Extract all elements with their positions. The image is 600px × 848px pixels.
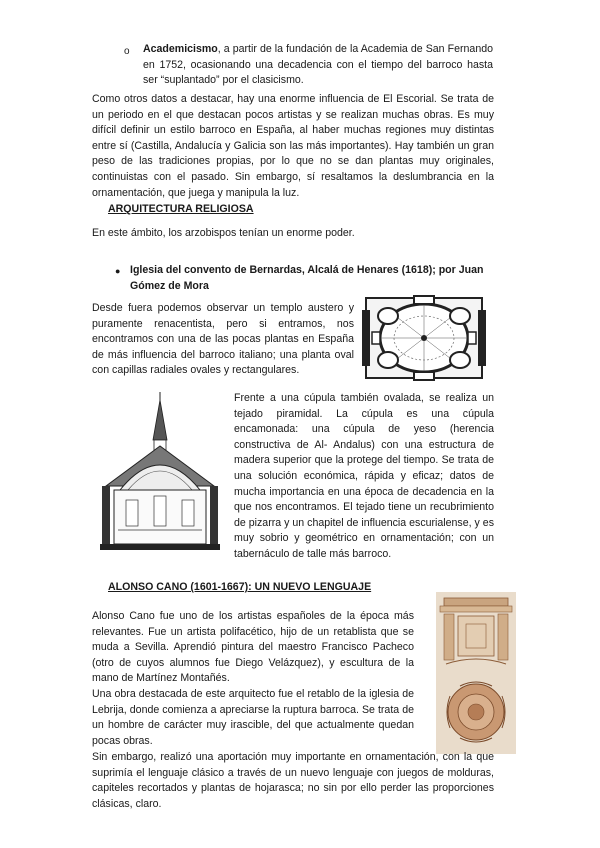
academicismo-text: , a partir de la fundación de la Academia de San Fernando en 1752, ocasionando una decadencia con el tiempo del barroco hasta ser “suplantado” por el clasicismo. [143, 43, 493, 87]
section-heading-arquitectura-religiosa: ARQUITECTURA RELIGIOSA [108, 203, 254, 215]
list-item-academicismo [143, 42, 493, 89]
paragraph-bernardas-cupula: Frente a una cúpula también ovalada, se realiza un tejado piramidal. La cúpula es una cúpula encamonada: una cúpula de yeso (herencia constructiva de Al- Andalus) con una estructura de madera superior que la protege del tiempo. Se trata de una solución económica, rápida y eficaz; datos de mucha importancia en una época de decadencia en la que nos encontramos. El tejado tiene un recubrimiento de pizarra y un chapitel de influencia escurialense, y es muy sobrio y geométrico en ornamentación; con un tabernáculo de talle más barroco. [234, 392, 494, 560]
alonso-cano-ornament-drawings [436, 592, 516, 754]
list-bullet-dot: ● [115, 266, 121, 276]
paragraph-alonso-cano-ornamentacion: Sin embargo, realizó una aportación muy importante en ornamentación, con la que suprimía el lenguaje clásico a través de un nuevo lenguaje con juegos de molduras, capiteles recortados y plantas de hojarasca; no sin por ello perder las proporciones clásicas, claro. [92, 751, 494, 810]
section-heading-alonso-cano: ALONSO CANO (1601-1667): UN NUEVO LENGUAJE [108, 581, 372, 593]
bernardas-section-drawing [98, 390, 222, 556]
paragraph-alonso-cano-bio: Alonso Cano fue uno de los artistas españoles de la época más relevantes. Fue un artista polifacético, hijo de un retablista que se muda a Sevilla. Aprendió pintura del maestro Francisco Pacheco (otro de cuyos alumnos fue Diego Velázquez), y escultura de la mano de Martínez Montañés. [92, 610, 414, 685]
bernardas-title: Iglesia del convento de Bernardas, Alcalá de Henares (1618); por Juan Gómez de Mora [130, 264, 484, 292]
paragraph-escorial: Como otros datos a destacar, hay una enorme influencia de El Escorial. Se trata de un periodo en el que destacan pocos artistas y se realizan muchas obras. Es muy difícil definir un estilo barroco en España, al haber muchas regiones muy distintas entre sí (Castilla, Andalucía y Galicia son las más importantes). Hay también un gran peso de las tradiciones propias, por lo que no se dan plantas muy originales, continuistas con el pasado. Sin embargo, sí resaltamos la deslumbrancia en la ornamentación, que juega y manipula la luz. [92, 93, 494, 199]
term-academicismo: Academicismo [143, 43, 218, 55]
paragraph-arzobispos: En este ámbito, los arzobispos tenían un enorme poder. [92, 227, 355, 239]
paragraph-bernardas-exterior: Desde fuera podemos observar un templo austero y puramente renacentista, pero si entramos, nos encontramos con una de las pocas plantas en España de más influencia del barroco italiano; una planta oval con capillas radiales ovales y rectangulares. [92, 302, 354, 377]
bernardas-floor-plan-image [358, 292, 490, 384]
list-bullet-circle: o [124, 46, 130, 57]
paragraph-alonso-cano-lebrija: Una obra destacada de este arquitecto fue el retablo de la iglesia de Lebrija, donde comienza a apreciarse la ruptura barroca. Se trata de un hombre de carácter muy irascible, del que actualmente quedan pocas obras. [92, 688, 414, 747]
